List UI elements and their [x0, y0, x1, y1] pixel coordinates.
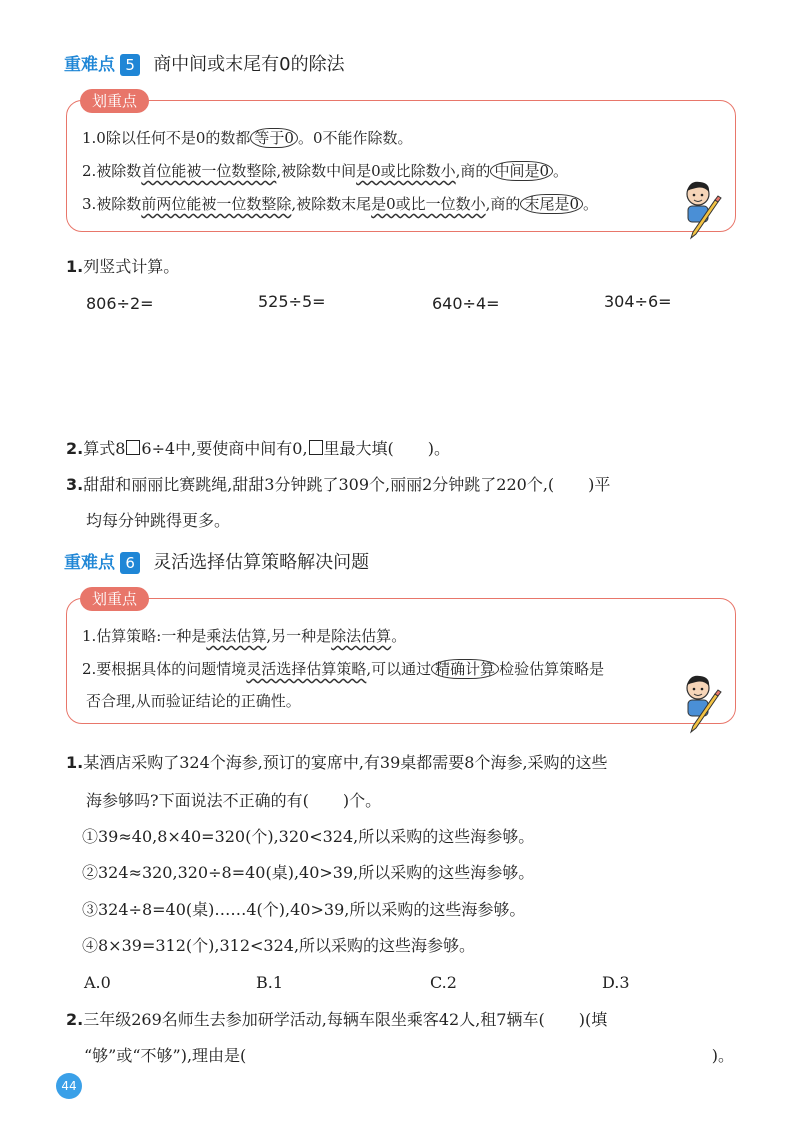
- expr-1: 806÷2=: [86, 294, 154, 313]
- statement-2: ②324≈320,320÷8=40(桌),40>39,所以采购的这些海参够。: [82, 863, 535, 882]
- point-2: 2.被除数首位能被一位数整除,被除数中间是0或比除数小,商的 中间是0 。: [82, 162, 568, 180]
- cartoon-boy-pencil-icon: [678, 178, 726, 240]
- s5-question-2: 2.算式8 6÷4中,要使商中间有0, 里最大填( )。: [66, 439, 451, 458]
- point-1: 1.0除以任何不是0的数都 等于0 。0不能作除数。: [82, 129, 413, 147]
- expr-3: 640÷4=: [432, 294, 500, 313]
- option-b[interactable]: B.1: [256, 973, 284, 992]
- statement-3: ③324÷8=40(桌)……4(个),40>39,所以采购的这些海参够。: [82, 900, 526, 919]
- section6-header: [64, 548, 369, 574]
- section-number: 5: [120, 54, 140, 76]
- key-points-tag: 划重点: [80, 89, 149, 113]
- strategy-point-2-line2: 否合理,从而验证结论的正确性。: [86, 692, 301, 710]
- strategy-point-1: 1.估算策略:一种是乘法估算,另一种是除法估算。: [82, 627, 407, 645]
- blank-square-icon: [126, 440, 140, 455]
- circled-text: 精确计算: [431, 659, 499, 679]
- s5-question-1: 1.列竖式计算。: [66, 257, 180, 276]
- section-number: 6: [120, 552, 140, 574]
- section-label: 重难点: [64, 55, 115, 75]
- option-a[interactable]: A.0: [84, 973, 111, 992]
- blank-square-icon: [309, 440, 323, 455]
- statement-1: ①39≈40,8×40=320(个),320<324,所以采购的这些海参够。: [82, 827, 535, 846]
- section-label: 重难点: [64, 553, 115, 573]
- s6-question-2: 2.三年级269名师生去参加研学活动,每辆车限坐乘客42人,租7辆车( )(填: [66, 1010, 608, 1029]
- s5-question-3-line2: 均每分钟跳得更多。: [86, 511, 231, 530]
- expr-2: 525÷5=: [258, 292, 326, 311]
- page-number: 44: [56, 1073, 82, 1099]
- point-3: 3.被除数前两位能被一位数整除,被除数末尾是0或比一位数小,商的 末尾是0 。: [82, 195, 598, 213]
- option-d[interactable]: D.3: [602, 973, 630, 992]
- strategy-point-2: 2.要根据具体的问题情境灵活选择估算策略,可以通过 精确计算 检验估算策略是: [82, 660, 605, 678]
- circled-text: 等于0: [250, 128, 298, 148]
- statement-4: ④8×39=312(个),312<324,所以采购的这些海参够。: [82, 936, 476, 955]
- section-title: 商中间或末尾有0的除法: [153, 54, 345, 75]
- cartoon-boy-pencil-icon: [678, 672, 726, 734]
- s6-question-1: 1.某酒店采购了324个海参,预订的宴席中,有39桌都需要8个海参,采购的这些: [66, 753, 608, 772]
- circled-text: 中间是0: [490, 161, 553, 181]
- s5-question-3: 3.甜甜和丽丽比赛跳绳,甜甜3分钟跳了309个,丽丽2分钟跳了220个,( )平: [66, 475, 611, 494]
- s6-question-2-line2: “够”或“不够”),理由是( )。: [84, 1046, 734, 1065]
- s6-question-1-line2: 海参够吗?下面说法不正确的有( )个。: [86, 791, 382, 810]
- option-c[interactable]: C.2: [430, 973, 457, 992]
- expr-4: 304÷6=: [604, 292, 672, 311]
- key-points-tag: 划重点: [80, 587, 149, 611]
- section-title: 灵活选择估算策略解决问题: [153, 552, 370, 573]
- section5-header: [64, 50, 345, 76]
- circled-text: 末尾是0: [520, 194, 583, 214]
